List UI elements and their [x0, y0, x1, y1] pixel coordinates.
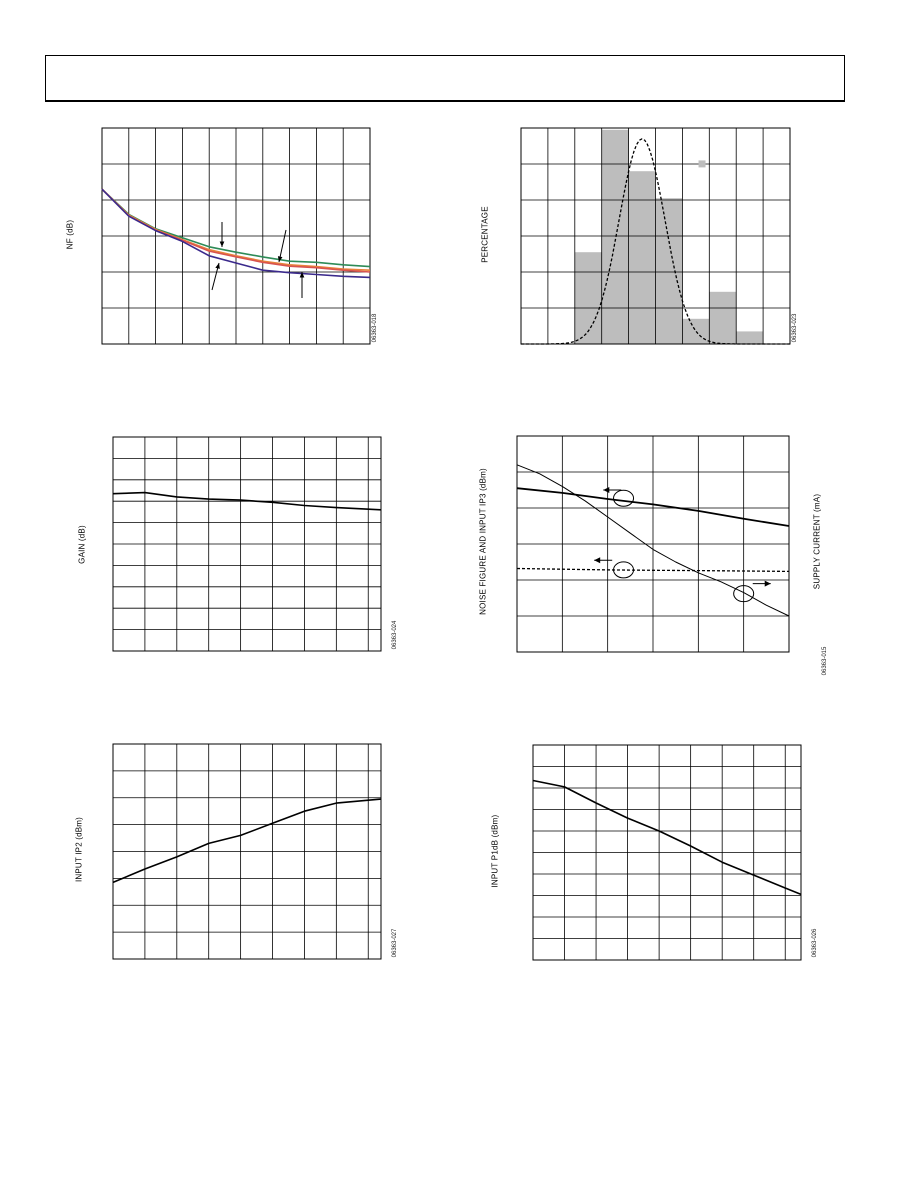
nfip3-y2-axis-label: SUPPLY CURRENT (mA)	[812, 493, 822, 590]
ip2-y-axis-label: INPUT IP2 (dBm)	[74, 816, 84, 883]
nf-y-axis-label: NF (dB)	[65, 219, 75, 250]
series-line-0	[533, 781, 801, 895]
hist-figure-code: 06363-023	[792, 313, 798, 343]
grid-lines	[533, 745, 801, 960]
nfip3-figure-code: 06363-015	[822, 646, 828, 676]
hist-y-axis-label: PERCENTAGE	[480, 206, 490, 263]
gain-figure-code: 06363-024	[392, 620, 398, 650]
gain-y-axis-label: GAIN (dB)	[77, 525, 87, 564]
nfip3-y-axis-label: NOISE FIGURE AND INPUT IP3 (dBm)	[478, 468, 488, 615]
p1db-y-axis-label: INPUT P1dB (dBm)	[490, 814, 500, 888]
ip2-figure-code: 06363-027	[392, 928, 398, 958]
nf-figure-code: 06363-018	[372, 313, 378, 343]
p1db-figure-code: 06363-026	[812, 928, 818, 958]
